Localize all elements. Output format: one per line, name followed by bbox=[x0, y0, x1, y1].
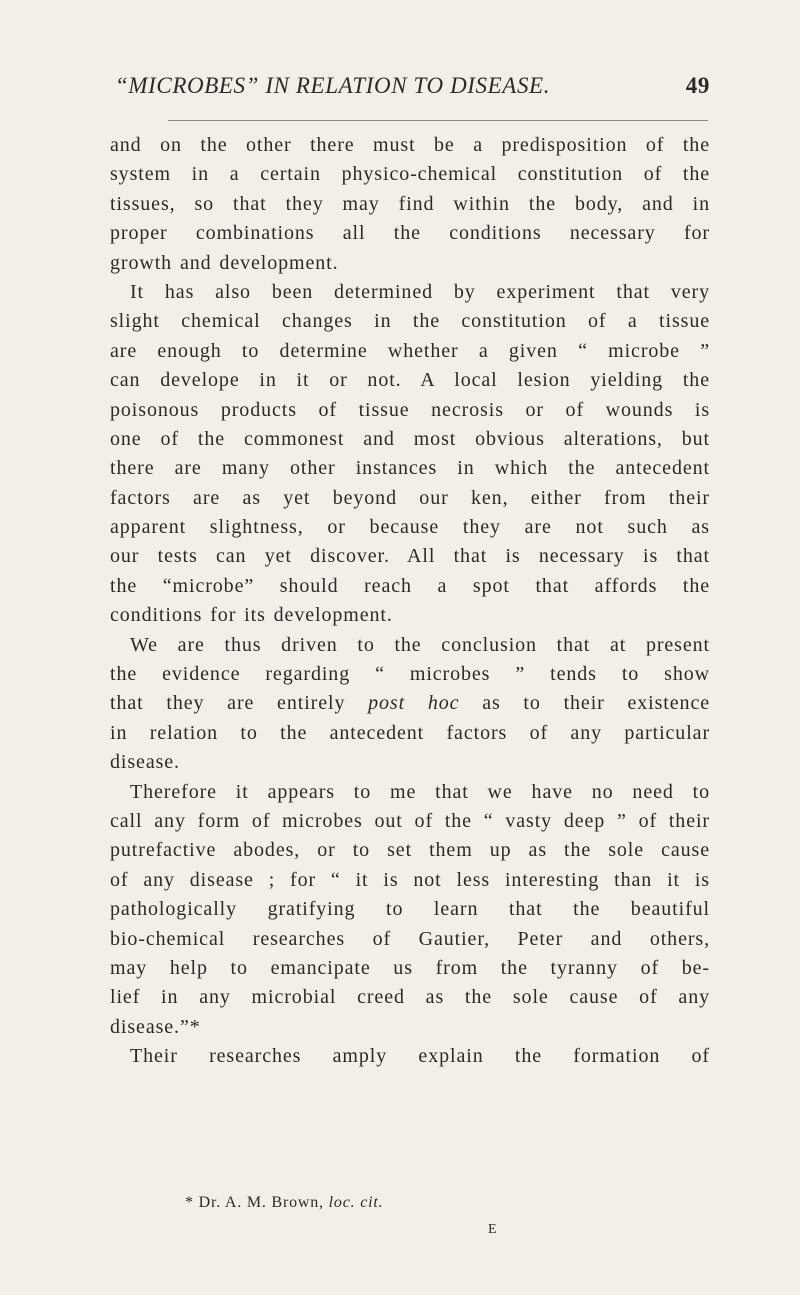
page-number: 49 bbox=[685, 73, 710, 98]
text-line: poisonous products of tissue necrosis or of wounds is bbox=[110, 398, 710, 421]
latin-phrase: post hoc bbox=[368, 692, 460, 715]
text-line: Their researches amply explain the formation of bbox=[130, 1045, 710, 1068]
text-line: system in a certain physico-chemical constitution of the bbox=[110, 163, 710, 186]
text-line: conditions for its development. bbox=[110, 604, 393, 627]
text-line: one of the commonest and most obvious alterations, but bbox=[110, 427, 710, 450]
text-line: bio-chemical researches of Gautier, Peter and others, bbox=[110, 927, 710, 950]
text-segment: as to their existence bbox=[482, 692, 710, 715]
text-line: slight chemical changes in the constitution of a tissue bbox=[110, 310, 710, 333]
text-line: may help to emancipate us from the tyranny of be- bbox=[110, 956, 710, 979]
text-line: growth and development. bbox=[110, 251, 339, 274]
text-line: lief in any microbial creed as the sole cause of any bbox=[110, 986, 710, 1009]
body-text bbox=[110, 131, 710, 1072]
running-head bbox=[115, 73, 710, 109]
signature-mark: E bbox=[488, 1222, 497, 1237]
text-line: the “microbe” should reach a spot that affords the bbox=[110, 574, 710, 597]
text-line: factors are as yet beyond our ken, either from their bbox=[110, 486, 710, 509]
text-line: disease.”* bbox=[110, 1015, 201, 1038]
text-line: there are many other instances in which the antecedent bbox=[110, 457, 710, 480]
text-line: are enough to determine whether a given “ microbe ” bbox=[110, 339, 710, 362]
footnote bbox=[185, 1194, 383, 1212]
text-line: and on the other there must be a predisposition of the bbox=[110, 134, 710, 156]
text-line: the evidence regarding “ microbes ” tends to show bbox=[110, 663, 710, 686]
text-line: in relation to the antecedent factors of any particular bbox=[110, 721, 710, 744]
footnote-text: * Dr. A. M. Brown, bbox=[185, 1194, 324, 1211]
header-rule bbox=[168, 120, 708, 121]
text-segment: that they are entirely bbox=[110, 692, 346, 715]
text-line: of any disease ; for “ it is not less interesting than it is bbox=[110, 868, 710, 891]
text-line: We are thus driven to the conclusion that at present bbox=[130, 633, 710, 656]
text-line: apparent slightness, or because they are not such as bbox=[110, 516, 710, 539]
text-line: It has also been determined by experiment that very bbox=[130, 280, 710, 303]
text-line: disease. bbox=[110, 751, 180, 774]
footnote-citation: loc. cit. bbox=[328, 1194, 384, 1211]
text-line: our tests can yet discover. All that is necessary is that bbox=[110, 545, 710, 568]
text-line: pathologically gratifying to learn that the beautiful bbox=[110, 898, 710, 921]
text-line: tissues, so that they may find within the body, and in bbox=[110, 192, 710, 215]
text-line: Therefore it appears to me that we have no need to bbox=[130, 780, 710, 803]
running-head-title: “MICROBES” IN RELATION TO DISEASE. bbox=[115, 73, 551, 98]
text-line: proper combinations all the conditions necessary for bbox=[110, 222, 710, 245]
text-line: call any form of microbes out of the “ vasty deep ” of their bbox=[110, 809, 710, 832]
text-line: putrefactive abodes, or to set them up as the sole cause bbox=[110, 839, 710, 862]
text-line: can develope in it or not. A local lesion yielding the bbox=[110, 369, 710, 392]
text-line bbox=[110, 689, 710, 718]
